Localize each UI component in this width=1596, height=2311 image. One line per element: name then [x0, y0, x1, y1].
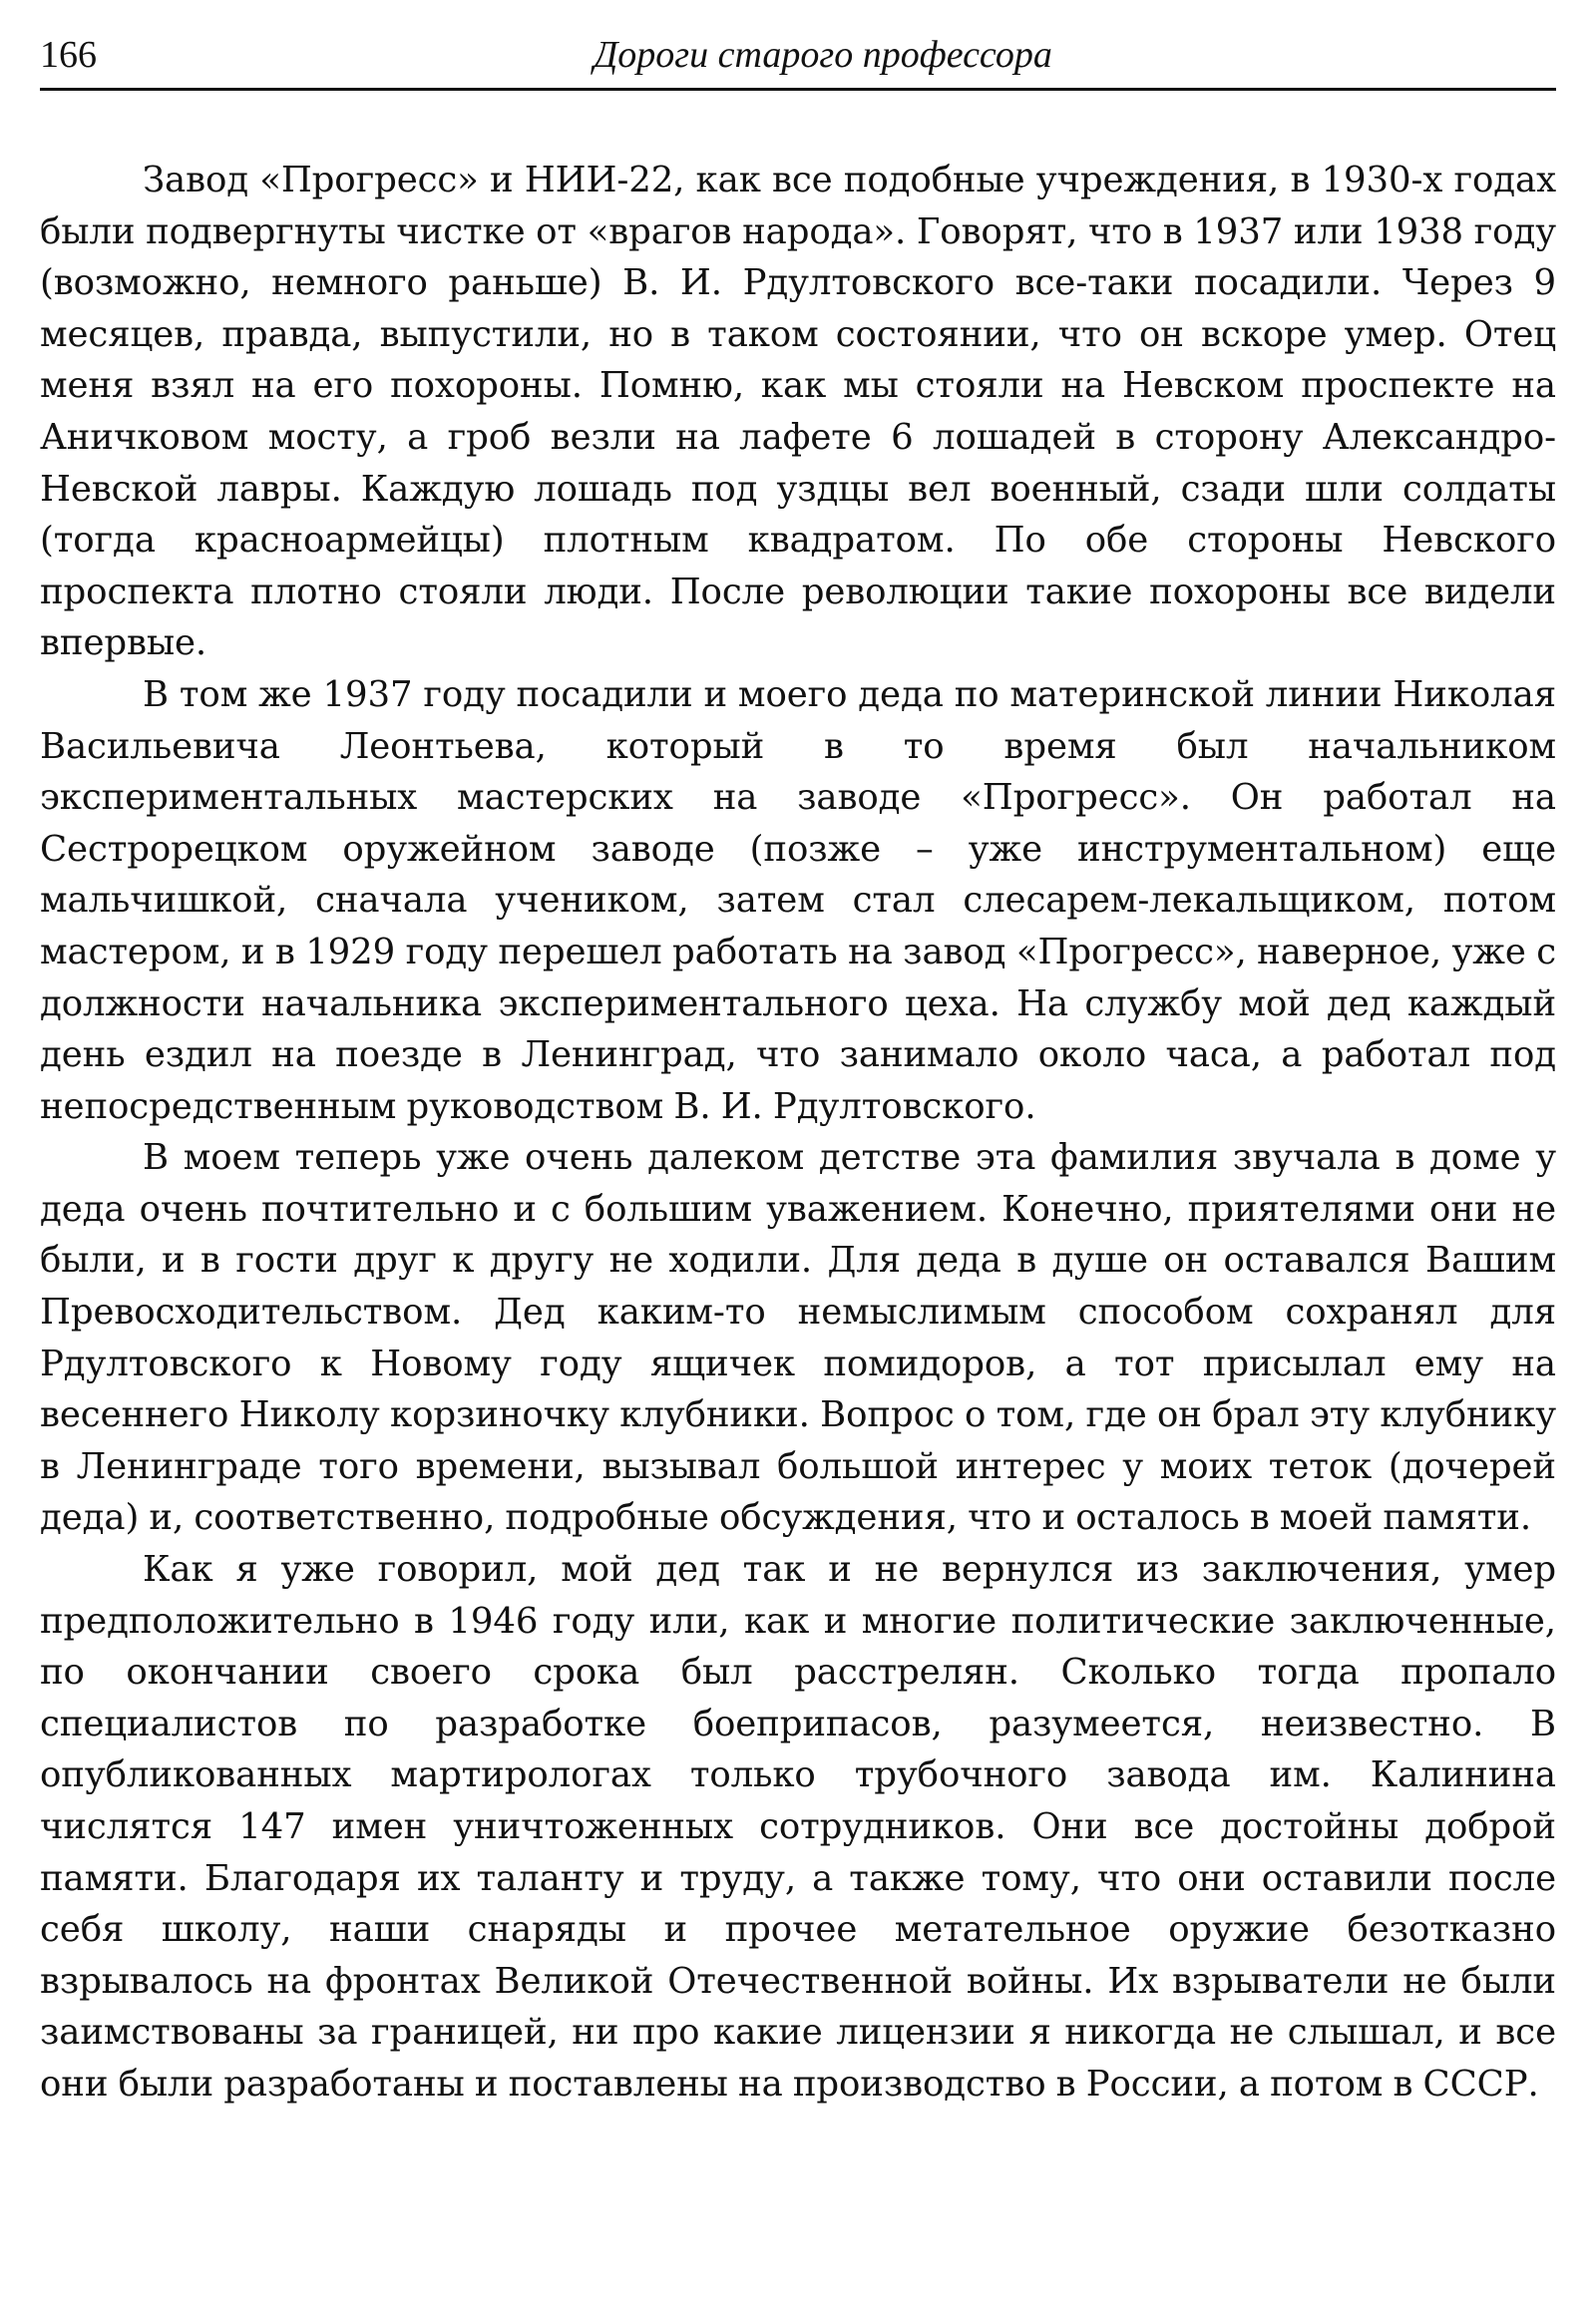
book-title: Дороги старого профессора	[594, 34, 1052, 76]
paragraph-4: Как я уже говорил, мой дед так и не вернулся из заключения, умер предположительно в 1946 году или, как и многие политические заключенные, по окончании своего срока был расстрелян. Сколько тогда пропало специалистов по разработке боеприпасов, разумеется, неизвестно. В опубликованных мартирологах только трубочного завода им. Калинина числятся 147 имен уничтоженных сотрудников. Они все достойны доброй памяти. Благодаря их таланту и труду, а также тому, что они оставили после себя школу, наши снаряды и прочее метательное оружие безотказно взрывалось на фронтах Великой Отечественной войны. Их взрыватели не были заимствованы за границей, ни про какие лицензии я никогда не слышал, и все они были разработаны и поставлены на производство в России, а потом в СССР.	[40, 1549, 1556, 2105]
paragraph-2: В том же 1937 году посадили и моего деда по материнской линии Николая Васильевича Леонтьева, который в то время был начальником экспериментальных мастерских на заводе «Прогресс». Он работал на Сестрорецком оружейном заводе (позже – уже инструментальном) еще мальчишкой, сначала учеником, затем стал слесарем-лекальщиком, потом мастером, и в 1929 году перешел работать на завод «Прогресс», наверное, уже с должности начальника экспериментального цеха. На службу мой дед каждый день ездил на поезде в Ленинград, что занимало около часа, а работал под непосредственным руководством В. И. Рдултовского.	[40, 673, 1556, 1127]
running-header	[40, 30, 1556, 91]
book-page	[40, 30, 1556, 2111]
paragraph-3: В моем теперь уже очень далеком детстве эта фамилия звучала в доме у деда очень почтительно и с большим уважением. Конечно, приятелями они не были, и в гости друг к другу не ходили. Для деда в душе он оставался Вашим Превосходительством. Дед каким-то немыслимым способом сохранял для Рдултовского к Новому году ящичек помидоров, а тот присылал ему на весеннего Николу корзиночку клубники. Вопрос о том, где он брал эту клубнику в Ленинграде того времени, вызывал большой интерес у моих теток (дочерей деда) и, соответственно, подробные обсуждения, что и осталось в моей памяти.	[40, 1137, 1556, 1539]
paragraph-1: Завод «Прогресс» и НИИ-22, как все подобные учреждения, в 1930-х годах были подвергнуты чистке от «врагов народа». Говорят, что в 1937 или 1938 году (возможно, немного раньше) В. И. Рдултовского все-таки посадили. Через 9 месяцев, правда, выпустили, но в таком состоянии, что он вскоре умер. Отец меня взял на его похороны. Помню, как мы стояли на Невском проспекте на Аничковом мосту, а гроб везли на лафете 6 лошадей в сторону Александро-Невской лавры. Каждую лошадь под уздцы вел военный, сзади шли солдаты (тогда красноармейцы) плотным квадратом. По обе стороны Невского проспекта плотно стояли люди. После революции такие похороны все видели впервые.	[40, 160, 1556, 664]
body-text	[40, 155, 1556, 2111]
page-number: 166	[40, 34, 97, 76]
